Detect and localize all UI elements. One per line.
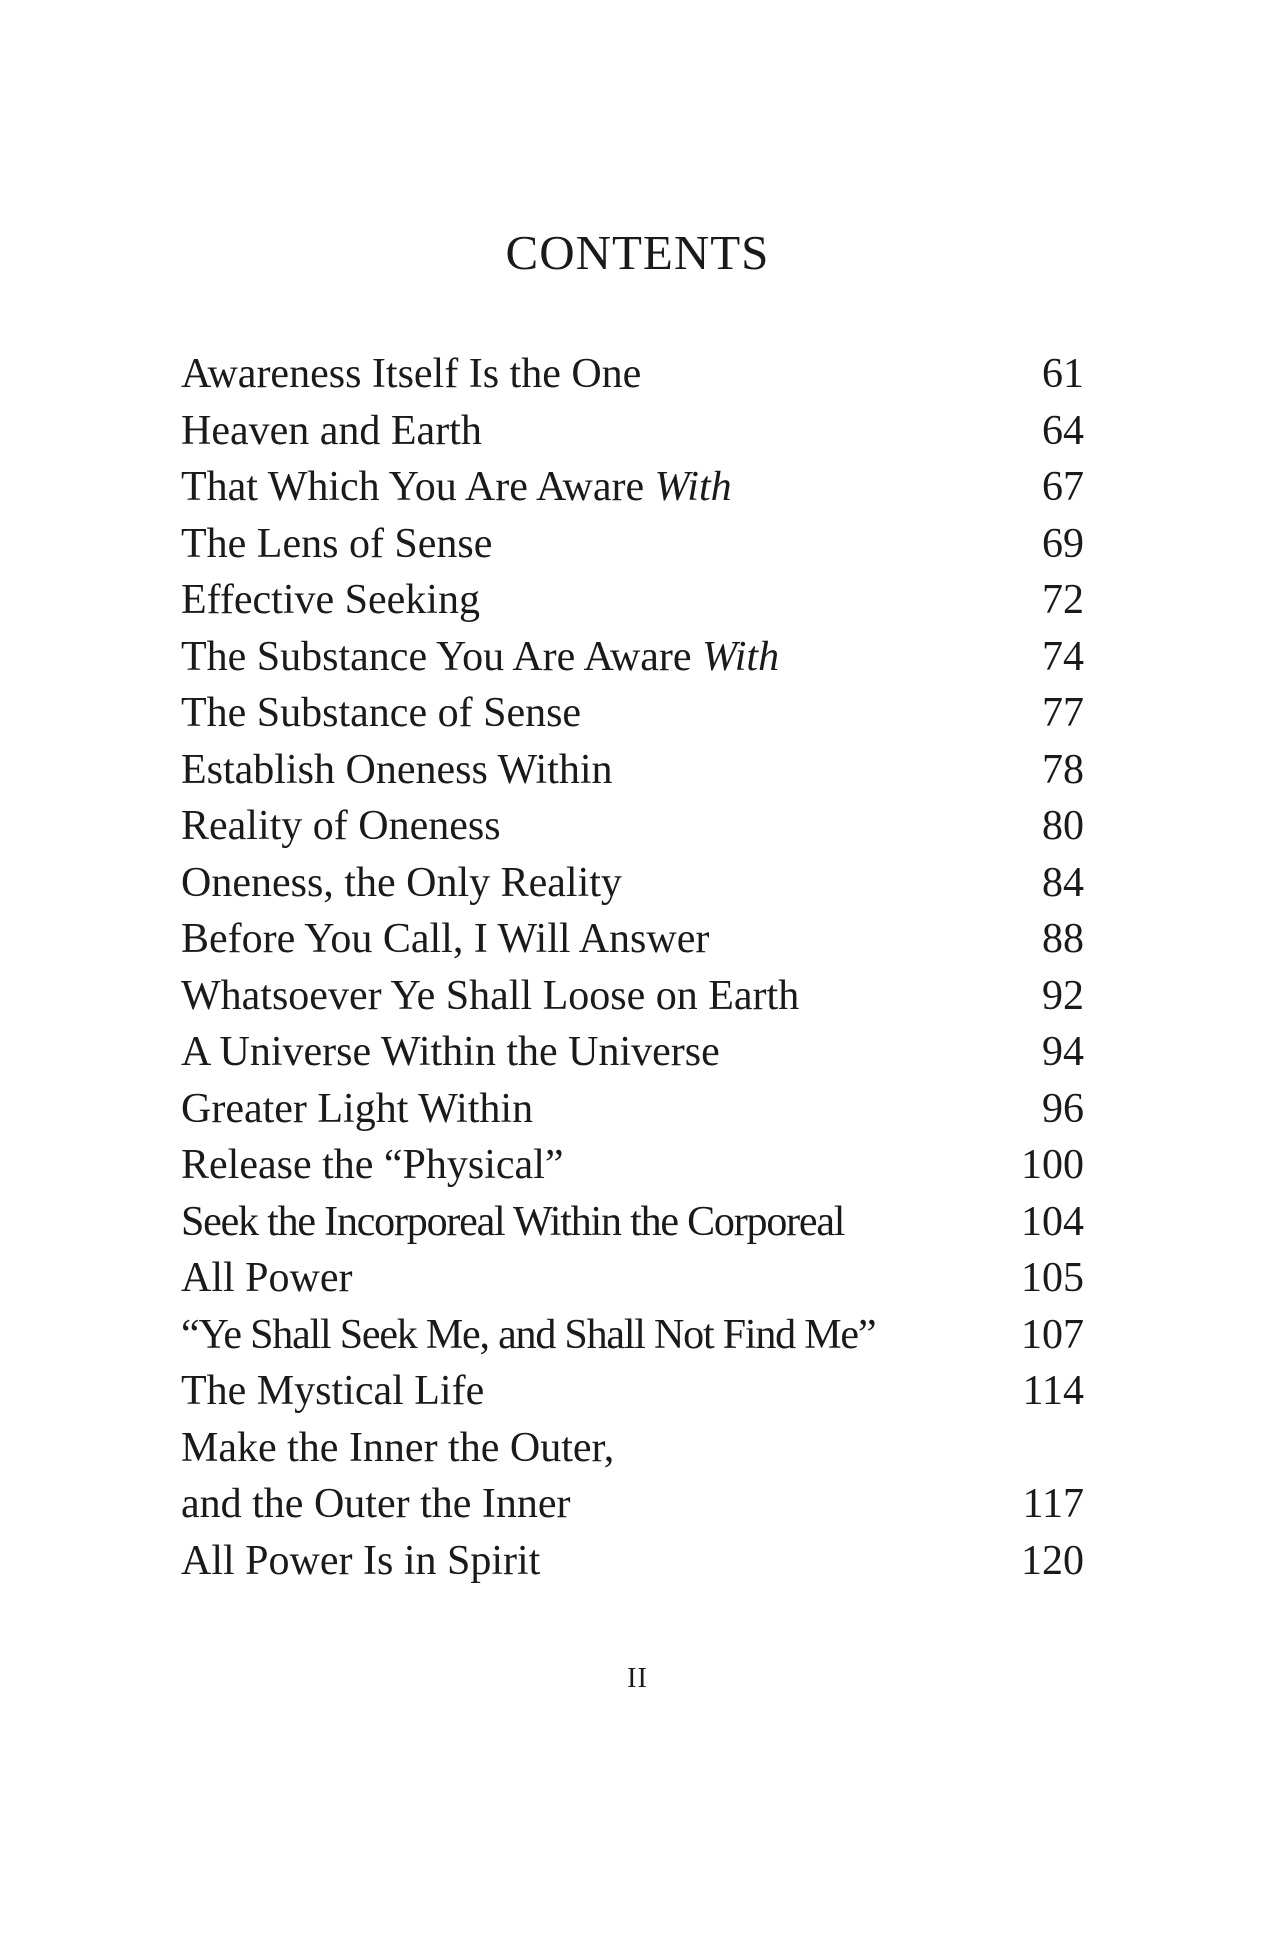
toc-entry-title: The Substance You Are Aware With [181, 633, 780, 680]
toc-entry [181, 516, 1084, 573]
toc-entry-page: 120 [1021, 1537, 1084, 1584]
toc-entry [181, 968, 1084, 1025]
toc-entry-title: Release the “Physical” [181, 1142, 564, 1188]
toc-entry [181, 572, 1084, 629]
toc-entry-page: 100 [1021, 1142, 1084, 1188]
toc-entry-page: 114 [1022, 1368, 1084, 1414]
toc-entry-page: 105 [1021, 1255, 1084, 1301]
page-number: II [627, 1663, 648, 1694]
toc-entry-page: 80 [1042, 803, 1084, 849]
toc-entry [181, 1081, 1084, 1138]
toc-entry-title: Effective Seeking [181, 577, 480, 623]
toc-entry-title: Awareness Itself Is the One [181, 351, 642, 397]
toc-entry-page: 72 [1042, 577, 1084, 623]
toc-entry-title: The Substance of Sense [181, 690, 582, 736]
toc-entry-page: 96 [1042, 1085, 1084, 1132]
toc-entry [181, 629, 1084, 686]
toc-entry-title: All Power Is in Spirit [181, 1537, 541, 1584]
toc-entry-title: That Which You Are Aware With [181, 464, 732, 510]
toc-entry-page: 104 [1021, 1198, 1084, 1245]
toc-entry [181, 346, 1084, 403]
toc-entry-title: Heaven and Earth [181, 407, 482, 454]
toc-entry [181, 403, 1084, 460]
toc-entry [181, 1476, 1084, 1533]
toc-entry-page: 64 [1042, 407, 1084, 454]
toc-entry [181, 1024, 1084, 1081]
toc-entry-page: 78 [1042, 746, 1084, 793]
toc-entry-page: 92 [1042, 972, 1084, 1019]
toc-entry [181, 1250, 1084, 1307]
toc-entry-page: 61 [1042, 351, 1084, 397]
toc-entry-page: 67 [1042, 464, 1084, 510]
toc-entry-title: Oneness, the Only Reality [181, 859, 622, 906]
toc-entry-page: 117 [1022, 1481, 1084, 1527]
toc-entry-page: 77 [1042, 690, 1084, 736]
toc-entry-page: 84 [1042, 859, 1084, 906]
toc-entry [181, 1307, 1084, 1364]
toc-entry-title: Whatsoever Ye Shall Loose on Earth [181, 972, 800, 1019]
toc-entry [181, 911, 1084, 968]
contents-heading: CONTENTS [505, 225, 770, 280]
toc-entry-title: Greater Light Within [181, 1085, 534, 1132]
table-of-contents [181, 346, 1084, 1589]
toc-entry-title: Before You Call, I Will Answer [181, 916, 710, 962]
toc-entry [181, 742, 1084, 799]
toc-entry [181, 685, 1084, 742]
toc-entry-page: 69 [1042, 520, 1084, 567]
toc-entry-title: All Power [181, 1255, 353, 1301]
toc-entry [181, 1533, 1084, 1590]
toc-entry-page: 94 [1042, 1029, 1084, 1075]
toc-entry-title: The Lens of Sense [181, 520, 493, 567]
toc-entry [181, 798, 1084, 855]
toc-entry-title: Seek the Incorporeal Within the Corporeal [181, 1198, 845, 1245]
toc-entry-page: 74 [1042, 633, 1084, 680]
toc-entry [181, 1363, 1084, 1420]
toc-entry [181, 1194, 1084, 1251]
toc-entry-page: 107 [1021, 1311, 1084, 1358]
toc-entry-title: A Universe Within the Universe [181, 1029, 720, 1075]
toc-entry-title: Reality of Oneness [181, 803, 501, 849]
toc-entry-title: The Mystical Life [181, 1368, 485, 1414]
toc-entry [181, 1420, 1084, 1477]
toc-entry-title: “Ye Shall Seek Me, and Shall Not Find Me” [181, 1311, 876, 1358]
toc-entry-title: and the Outer the Inner [181, 1481, 571, 1527]
toc-entry-page: 88 [1042, 916, 1084, 962]
toc-entry-title: Make the Inner the Outer, [181, 1424, 615, 1471]
toc-entry [181, 459, 1084, 516]
toc-entry [181, 855, 1084, 912]
toc-entry [181, 1137, 1084, 1194]
toc-entry-title: Establish Oneness Within [181, 746, 613, 793]
